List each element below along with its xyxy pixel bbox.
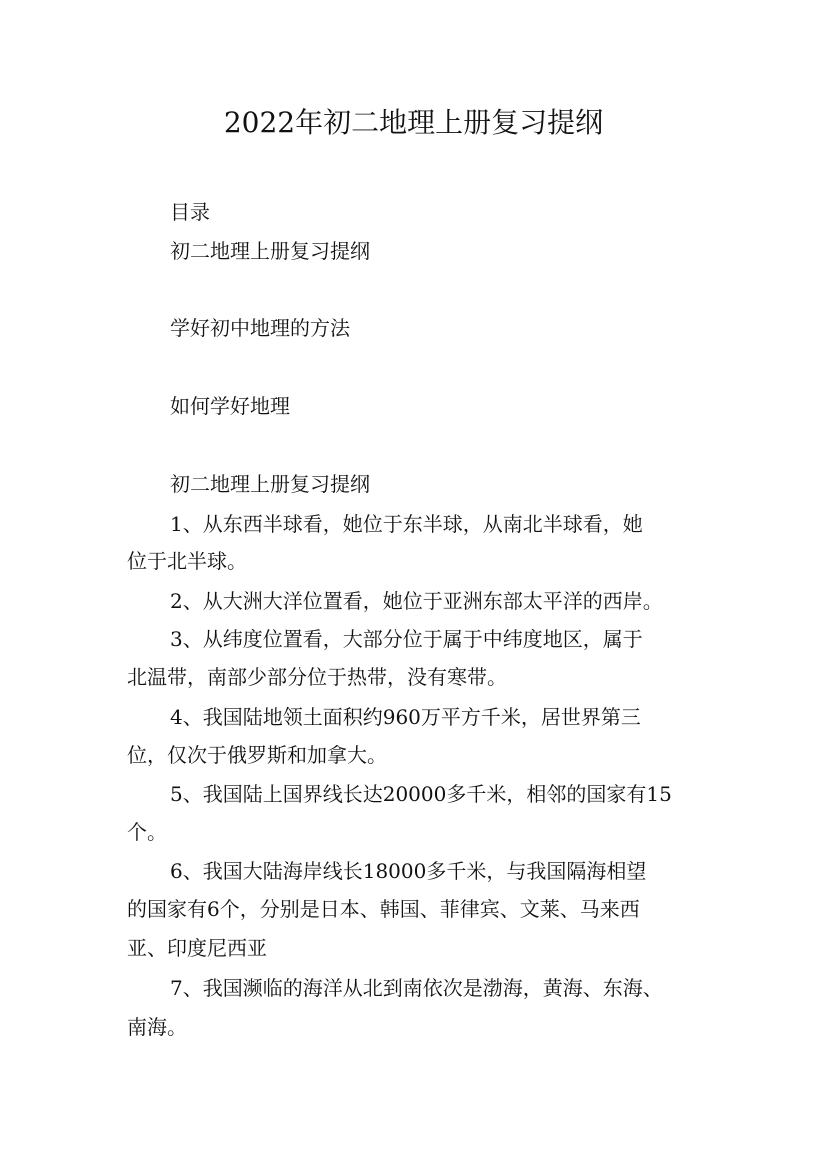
paragraph-line: 亚、印度尼西亚 [127, 936, 267, 960]
toc-heading: 目录 [170, 200, 210, 224]
paragraph-line: 6、我国大陆海岸线长18000多千米，与我国隔海相望 [170, 859, 647, 883]
paragraph-line: 北温带，南部少部分位于热带，没有寒带。 [127, 665, 507, 689]
paragraph-line: 的国家有6个，分别是日本、韩国、菲律宾、文莱、马来西 [127, 897, 640, 921]
paragraph-line: 2、从大洲大洋位置看，她位于亚洲东部太平洋的西岸。 [170, 589, 663, 613]
paragraph-line: 7、我国濒临的海洋从北到南依次是渤海，黄海、东海、 [170, 976, 663, 1000]
paragraph-line: 4、我国陆地领土面积约960万平方千米，居世界第三 [170, 705, 641, 729]
toc-item: 如何学好地理 [170, 394, 290, 418]
paragraph-line: 位，仅次于俄罗斯和加拿大。 [127, 743, 387, 767]
toc-item: 初二地理上册复习提纲 [170, 239, 370, 263]
document-title: 2022年初二地理上册复习提纲 [223, 106, 604, 139]
section-heading: 初二地理上册复习提纲 [170, 472, 370, 496]
paragraph-line: 3、从纬度位置看，大部分位于属于中纬度地区，属于 [170, 627, 643, 651]
paragraph-line: 位于北半球。 [127, 549, 247, 573]
paragraph-line: 南海。 [127, 1015, 187, 1039]
paragraph-line: 个。 [127, 820, 167, 844]
paragraph-line: 1、从东西半球看，她位于东半球，从南北半球看，她 [170, 512, 643, 536]
toc-item: 学好初中地理的方法 [170, 316, 350, 340]
paragraph-line: 5、我国陆上国界线长达20000多千米，相邻的国家有15 [170, 782, 672, 806]
